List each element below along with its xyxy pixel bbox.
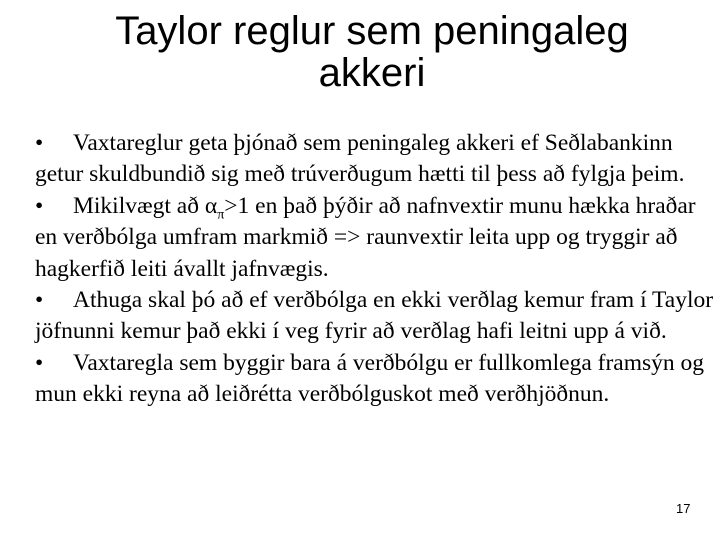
slide-body bbox=[35, 128, 715, 411]
bullet-marker: • bbox=[35, 349, 44, 376]
bullet-text-3: Athuga skal þó að ef verðbólga en ekki verðlag kemur fram í Taylor jöfnunni kemur það ekki í veg fyrir að verðlag hafi leitni upp á við. bbox=[35, 287, 714, 345]
page-number: 17 bbox=[676, 501, 691, 516]
bullet-paragraph-4 bbox=[35, 348, 715, 411]
alpha-symbol: α bbox=[204, 192, 218, 219]
bullet-text-1: Vaxtareglur geta þjónað sem peningaleg akkeri ef Seðlabankinn getur skuldbundið sig með trúverðugum hætti til þess að fylgja þeim. bbox=[35, 130, 685, 188]
slide-title bbox=[0, 10, 720, 94]
bullet-text-4: Vaxtaregla sem byggir bara á verðbólgu er fullkomlega framsýn og mun ekki reyna að leiðrétta verðbólguskot með verðhjöðnun. bbox=[35, 349, 705, 408]
slide-title-line-1: Taylor reglur sem peningaleg bbox=[115, 9, 629, 53]
bullet-paragraph-2 bbox=[35, 191, 715, 285]
bullet-marker: • bbox=[35, 192, 44, 219]
alpha-pi-symbol bbox=[204, 192, 225, 223]
bullet-marker: • bbox=[35, 130, 44, 156]
bullet-marker: • bbox=[35, 287, 44, 314]
bullet-paragraph-1 bbox=[35, 128, 715, 191]
slide-title-line-2: akkeri bbox=[318, 51, 426, 95]
bullet-paragraph-3 bbox=[35, 285, 715, 348]
bullet-text-2-before: Mikilvægt að bbox=[73, 192, 205, 219]
pi-subscript: π bbox=[217, 207, 225, 223]
bullet-text-2-after: >1 en það þýðir að nafnvextir munu hækka hraðar en verðbólga umfram markmið => raunvextir leita upp og tryggir að hagkerfið leiti ávallt jafnvægis. bbox=[35, 192, 696, 282]
